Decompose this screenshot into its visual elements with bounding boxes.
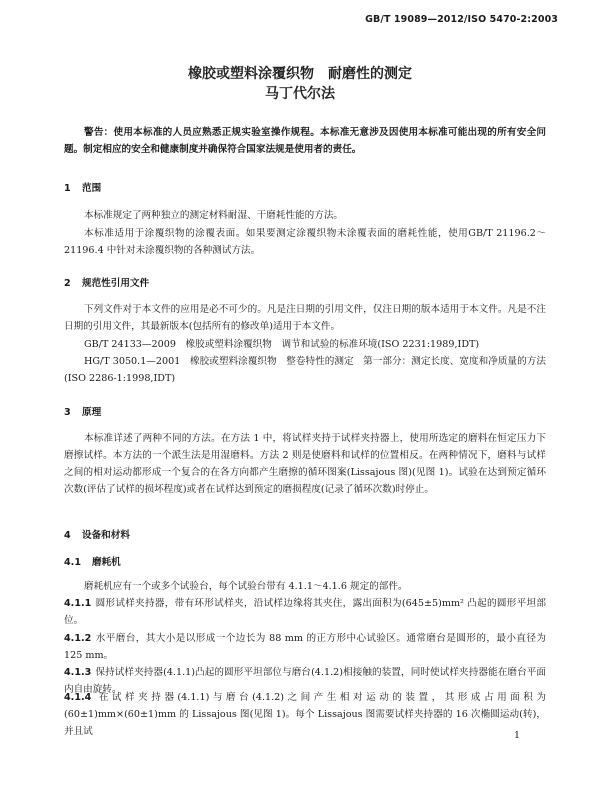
clause-text: 保持试样夹持器(4.1.1)凸起的圆形平坦部位与磨台(4.1.2)相接触的装置，同时使试样夹持器能在磨台平面内自由旋转。 bbox=[64, 667, 546, 695]
section-heading-1 bbox=[64, 180, 101, 194]
page-number: 1 bbox=[513, 730, 520, 741]
title-line-2: 马丁代尔法 bbox=[265, 86, 335, 102]
subsection-number: 4.1 bbox=[64, 557, 81, 568]
warning-paragraph: 警告：使用本标准的人员应熟悉正规实验室操作规程。本标准无意涉及因使用本标准可能出现的所有安全问题。制定相应的安全和健康制度并确保符合国家法规是使用者的责任。 bbox=[64, 127, 546, 155]
abrasion-machine-intro: 磨耗机应有一个或多个试验台，每个试验台带有 4.1.1～4.1.6 规定的部件。 bbox=[84, 581, 408, 592]
reference-item: HG/T 3050.1—2001 橡胶或塑料涂覆织物 整卷特性的测定 第一部分：测定长度、宽度和净质量的方法(ISO 2286-1:1998,IDT) bbox=[64, 356, 546, 384]
section-heading-2 bbox=[64, 275, 149, 289]
clause-text: 水平磨台，其大小是以形成一个边长为 88 mm 的正方形中心试验区。通常磨台是圆形的，最小直径为 125 mm。 bbox=[64, 633, 546, 661]
reference-item: GB/T 24133—2009 橡胶或塑料涂覆织物 调节和试验的标准环境(ISO 2231:1989,IDT) bbox=[84, 339, 480, 350]
clause-4-1-1 bbox=[64, 595, 546, 629]
scope-paragraph-2: 本标准适用于涂覆织物的涂覆表面。如果要测定涂覆织物未涂覆表面的磨耗性能，使用GB/T 21196.2～21196.4 中针对未涂覆织物的各种测试方法。 bbox=[64, 228, 546, 256]
section-number: 2 bbox=[64, 278, 71, 289]
title-line-1: 橡胶或塑料涂覆织物 耐磨性的测定 bbox=[188, 66, 412, 82]
subsection-title: 磨耗机 bbox=[92, 557, 121, 568]
principle-paragraph: 本标准详述了两种不同的方法。在方法 1 中，将试样夹持于试样夹持器上，使用所选定的磨料在恒定压力下磨擦试样。本方法的一个派生法是用湿磨料。方法 2 则是使磨料和试样的位置相反。在两种情况下，磨料与试样之间的相对运动都形成一个复合的在各方向都产生磨擦的循环图案(Lissajous 图)(见图 1)。试验在达到预定循环次数(评估了试样的损坏程度)或者在试样达到预定的磨损程度(记录了循环次数)时停止。 bbox=[64, 433, 546, 495]
document-title bbox=[0, 64, 600, 104]
subsection-heading-4-1 bbox=[64, 554, 121, 568]
section-heading-3 bbox=[64, 404, 101, 418]
scope-paragraph-1: 本标准规定了两种独立的测定材料耐湿、干磨耗性能的方法。 bbox=[84, 210, 344, 221]
clause-4-1-2 bbox=[64, 630, 546, 664]
standard-code: GB/T 19089—2012/ISO 5470-2:2003 bbox=[365, 14, 558, 25]
clause-4-1-4 bbox=[64, 689, 546, 740]
section-number: 3 bbox=[64, 407, 71, 418]
normative-intro-paragraph: 下列文件对于本文件的应用是必不可少的。凡是注日期的引用文件，仅注日期的版本适用于本文件。凡是不注日期的引用文件，其最新版本(包括所有的修改单)适用于本文件。 bbox=[64, 304, 546, 332]
clause-number: 4.1.4 bbox=[64, 692, 92, 703]
section-number: 1 bbox=[64, 183, 71, 194]
clause-number: 4.1.2 bbox=[64, 633, 92, 644]
section-title: 设备和材料 bbox=[82, 530, 130, 541]
clause-number: 4.1.1 bbox=[64, 598, 92, 609]
clause-text: 圆形试样夹持器，带有环形试样夹，沿试样边缘将其夹住，露出面积为(645±5)mm² 凸起的圆形平坦部位。 bbox=[64, 598, 546, 626]
clause-number: 4.1.3 bbox=[64, 667, 92, 678]
section-title: 原理 bbox=[82, 407, 102, 418]
section-title: 范围 bbox=[82, 183, 102, 194]
section-number: 4 bbox=[64, 530, 71, 541]
section-title: 规范性引用文件 bbox=[82, 278, 150, 289]
section-heading-4 bbox=[64, 527, 130, 541]
clause-text: 在试样夹持器(4.1.1)与磨台(4.1.2)之间产生相对运动的装置，其形成占用面积为(60±1)mm×(60±1)mm 的 Lissajous 图(见图 1)。每个 Lissajous 图需要试样夹持器的 16 次椭圆运动(转)，并且试 bbox=[64, 692, 546, 737]
